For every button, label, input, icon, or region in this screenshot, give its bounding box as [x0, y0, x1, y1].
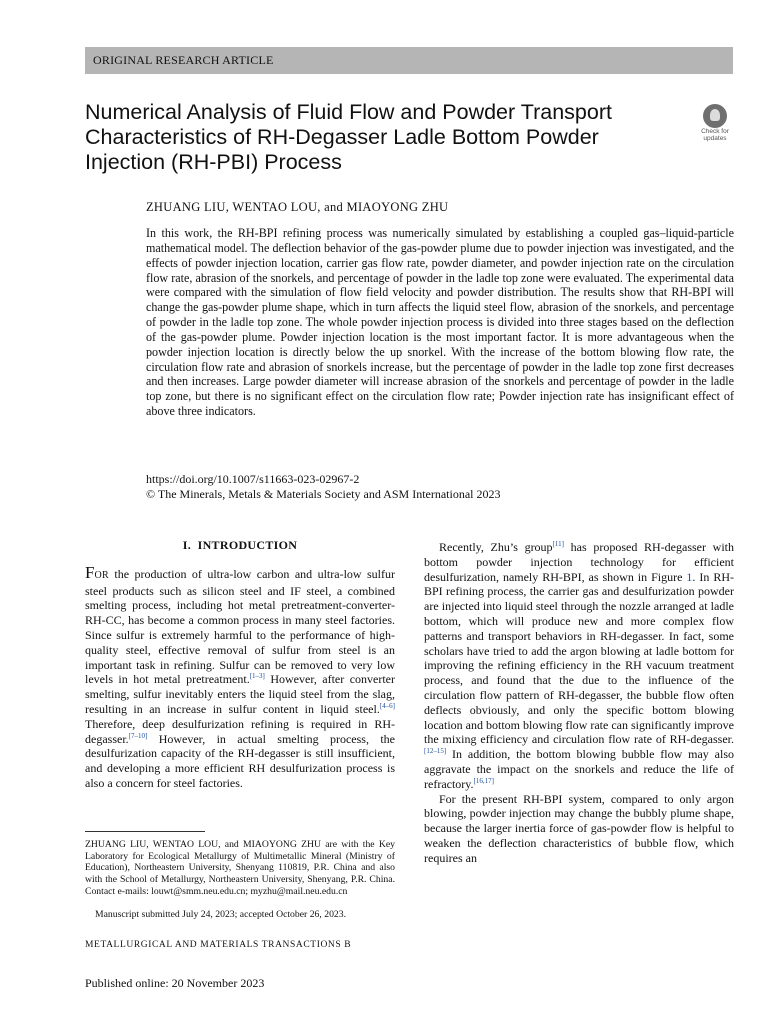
check-for-updates-icon: [703, 104, 727, 128]
author-list: ZHUANG LIU, WENTAO LOU, and MIAOYONG ZHU: [146, 200, 449, 214]
text-run: In addition, the bottom blowing bubble flow may also aggravate the impact on the snorkels and reduce the life of refractory.: [424, 747, 734, 791]
intro-paragraph-1: [85, 562, 395, 791]
column-left: [85, 538, 395, 791]
figure-link[interactable]: 1: [686, 569, 693, 584]
article-title: Numerical Analysis of Fluid Flow and Powder Transport Characteristics of RH-Degasser Ladle Bottom Powder Injection (RH-PBI) Process: [85, 100, 612, 174]
drop-cap: F: [85, 562, 95, 582]
text-run: Recently, Zhu’s group: [439, 540, 553, 554]
check-for-updates-badge[interactable]: [697, 104, 733, 144]
citation-link[interactable]: [7–10]: [128, 731, 148, 740]
badge-line1: Check for: [701, 128, 729, 135]
column-right: [424, 540, 734, 866]
footnote-divider: [85, 831, 205, 832]
citation-link[interactable]: [16,17]: [473, 776, 494, 785]
copyright-notice: © The Minerals, Metals & Materials Society and ASM International 2023: [146, 487, 501, 501]
citation-link[interactable]: [4–6]: [379, 701, 395, 710]
citation-link[interactable]: [1–3]: [249, 672, 265, 681]
section-heading-introduction: I. INTRODUCTION: [182, 538, 298, 552]
manuscript-dates: Manuscript submitted July 24, 2023; accepted October 26, 2023.: [95, 909, 347, 920]
text-run: has proposed RH-degasser with bottom powder injection technology for efficient desulfurization, namely RH-BPI, as shown in Figure: [424, 540, 734, 584]
intro-paragraph-3: For the present RH-BPI system, compared to only argon blowing, powder injection may change the bubbly plume shape, because the larger inertia force of gas-powder flow is helpful to weaken the deflection characteristics of bubble flow, which requires an: [424, 791, 734, 865]
author-affiliation-footnote: ZHUANG LIU, WENTAO LOU, and MIAOYONG ZHU are with the Key Laboratory for Ecological Metallurgy of Multimetallic Mineral (Ministry of Education), Northeastern University, Shenyang 110819, P.R. China and also with the School of Metallurgy, Northeastern University, Shenyang, P.R. China. Contact e-mails: louwt@smm.neu.edu.cn; myzhu@mail.neu.edu.cn: [85, 839, 395, 897]
text-run: Therefore, deep desulfurization refining is required in RH-degasser.: [85, 716, 395, 746]
text-run: . In RH-BPI refining process, the carrier gas and desulfurization powder are injected into liquid steel through the nozzle arranged at ladle bottom, which will produce new and more complex flow patterns and transport behaviors in RH-degasser. In fact, some scholars have tried to add the argon blowing at ladle bottom for improving the refining efficiency in the RH vacuum treatment process, and found that the due to the influence of the circulation flow pattern of RH-degasser, the bubble flow often deflects obviously, and only the specific bottom blowing location and bottom blowing flow rate can significantly improve the mixing efficiency and circulation flow rate of RH-degasser.: [424, 569, 734, 747]
text-run: However, after converter smelting, sulfur inevitably enters the liquid steel from the slag, resulting in an increase in sulfur content in liquid steel.: [85, 672, 395, 716]
text-run: However, in actual smelting process, the desulfurization capacity of the RH-degasser is still insufficient, and developing a more efficient RH desulfurization process is also a concern for steel factories.: [85, 731, 395, 790]
small-caps-word: OR: [94, 569, 109, 581]
text-run: the production of ultra-low carbon and ultra-low sulfur steel products such as silicon steel and IF steel, a combined smelting process, including hot metal pretreatment-converter-RH-CC, has become a common process in many steel factories. Since sulfur is extremely harmful to the performance of high-quality steel, effective removal of sulfur from steel is an important task in refining. Sulfur can be removed to very low levels in hot metal pretreatment.: [85, 566, 395, 687]
journal-name: METALLURGICAL AND MATERIALS TRANSACTIONS B: [85, 940, 352, 950]
citation-link[interactable]: [12–15]: [424, 747, 447, 756]
intro-paragraph-2: [424, 540, 734, 792]
published-date: Published online: 20 November 2023: [85, 976, 265, 990]
article-type-banner: ORIGINAL RESEARCH ARTICLE: [85, 47, 733, 74]
badge-line2: updates: [703, 135, 727, 142]
doi-link[interactable]: https://doi.org/10.1007/s11663-023-02967-2: [146, 472, 360, 486]
abstract: In this work, the RH-BPI refining process was numerically simulated by establishing a coupled gas–liquid-particle mathematical model. The deflection behavior of the gas-powder plume due to powder injection was investigated, and the effects of powder injection location, carrier gas flow rate, powder diameter, and powder injection rate on the circulation flow rate, abrasion of the snorkels, and percentage of powder in the ladle top zone were evaluated. The experimental data were compared with the simulation of flow field velocity and powder distribution. The results show that RH-BPI will change the gas-powder plume shape, which in turn affects the liquid steel flow, abrasion of the snorkels, and percentage of powder in the ladle top zone. The whole powder injection process is divided into three stages based on the deflection of the gas-powder plume. Powder injection location is the most important factor. It is more advantageous when the powder injection location is directly below the up snorkel. With the increase of the bottom blowing flow rate, the circulation flow rate and abrasion of snorkels increase, but the percentage of powder in the ladle top zone first decreases and then increases. Large powder diameter will increase abrasion of the snorkels and percentage of powder in the ladle top zone, but there is no significant effect on the circulation flow rate; Powder injection rate has insignificant effect of above three indicators.: [146, 226, 734, 419]
citation-link[interactable]: [11]: [552, 540, 564, 548]
